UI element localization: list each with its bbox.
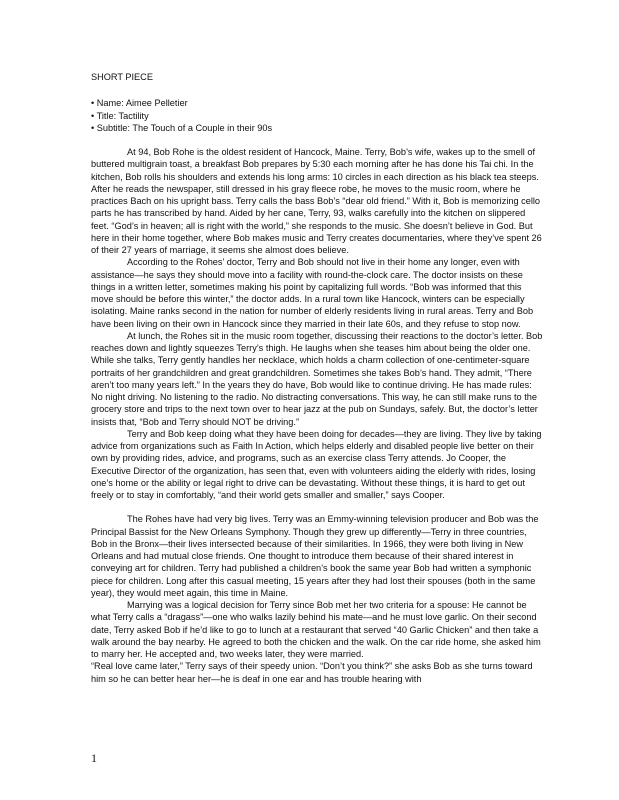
paragraph: According to the Rohes’ doctor, Terry and Bob should not live in their home any longer, even with assistance—he says they should move into a facility with round-the-clock care. The doctor insists on these things in a written letter, sometimes making his point by capitalizing full words. “Bob was informed that this move should be before this winter,” the doctor adds. In a rural town like Hancock, winters can be especially isolating. Maine ranks second in the nation for number of elderly residents living in rural areas. Terry and Bob have been living on their own in Hancock since they married in their late 60s, and they refuse to stop now. <box>91 257 534 329</box>
name-bullet: • Name: Aimee Pelletier <box>91 98 188 109</box>
paragraph: At 94, Bob Rohe is the oldest resident of Hancock, Maine. Terry, Bob’s wife, wakes up to the smell of buttered multigrain toast, a breakfast Bob prepares by 5:30 each morning after he has done his Tai chi. In the kitchen, Bob rolls his shoulders and extends his long arms: 10 circles in each direction as his black tea steeps. After he reads the newspaper, still dressed in his gray fleece robe, he moves to the music room, where he practices Bach on his upright bass. Terry calls the bass Bob’s “dear old friend.” With it, Bob is memorizing cello parts he has transcribed by hand. Aided by her cane, Terry, 93, walks carefully into the kitchen on slippered feet. “God’s in heaven; all is right with the world,” she responds to the music. She doesn’t believe in God. But here in their home together, where Bob makes music and Terry creates documentaries, where they’ve spent 26 of their 27 years of marriage, it seems she almost does believe. <box>91 147 542 255</box>
document-page <box>91 71 545 685</box>
paragraph: At lunch, the Rohes sit in the music room together, discussing their reactions to the doctor’s letter. Bob reaches down and lightly squeezes Terry’s thigh. He laughs when she teases him about being the older one. While she talks, Terry gently handles her necklace, which holds a charm collection of one-centimeter-square portraits of her grandchildren and great grandchildren. Sometimes she takes Bob’s hand. They admit, “There aren’t too many years left.” In the years they do have, Bob would like to continue driving. He has made rules: No night driving. No listening to the radio. No distracting conversations. This way, he can still make runs to the grocery store and trips to the next town over to hear jazz at the pub on Sundays, safely. But, the doctor’s letter insists that, “Bob and Terry should NOT be driving.” <box>91 330 543 427</box>
paragraph: Terry and Bob keep doing what they have been doing for decades—they are living. They live by taking advice from organizations such as Faith In Action, which helps elderly and disabled people live better on their own by providing rides, advice, and programs, such as an exercise class Terry attends. Jo Cooper, the Executive Director of the organization, has seen that, even with volunteers aiding the elderly with rides, losing one’s home or the ability or legal right to drive can be devastating. Without these things, it is hard to get out freely or to stay in comfortably, “and their world gets smaller and smaller,” says Cooper. <box>91 428 542 500</box>
closing-paragraph: “Real love came later,” Terry says of their speedy union. “Don’t you think?” she asks Bob as she turns toward him so he can better hear her—he is deaf in one ear and has trouble hearing with <box>91 661 533 684</box>
metadata-list <box>91 97 545 134</box>
section-break <box>91 501 545 513</box>
paragraph: Marrying was a logical decision for Terry since Bob met her two criteria for a spouse: He cannot be what Terry calls a “dragass”—one who walks lazily behind his mate—and he must love garlic. On their second date, Terry asked Bob if he’d like to go to lunch at a restaurant that served “40 Garlic Chicken” and then take a walk around the bay nearby. He agreed to both the chicken and the walk. On the car ride home, she asked him to marry her. He accepted and, two weeks later, they were married. <box>91 600 541 659</box>
paragraph: The Rohes have had very big lives. Terry was an Emmy-winning television producer and Bob was the Principal Bassist for the New Orleans Symphony. Though they grew up differently—Terry in three countries, Bob in the Bronx—their lives intersected because of their similarities. In 1966, they were both living in New Orleans and had mutual close friends. One thought to introduce them because of their shared interest in conveying art for children. Terry had published a children’s book the same year Bob had written a symphonic piece for children. Long after this casual meeting, 15 years after they had lost their spouses (both in the same year), they would meet again, this time in Maine. <box>91 514 539 598</box>
section-heading: SHORT PIECE <box>91 72 153 82</box>
page-number: 1 <box>91 751 97 765</box>
subtitle-bullet: • Subtitle: The Touch of a Couple in their 90s <box>91 122 273 133</box>
title-bullet: • Title: Tactility <box>91 110 149 121</box>
